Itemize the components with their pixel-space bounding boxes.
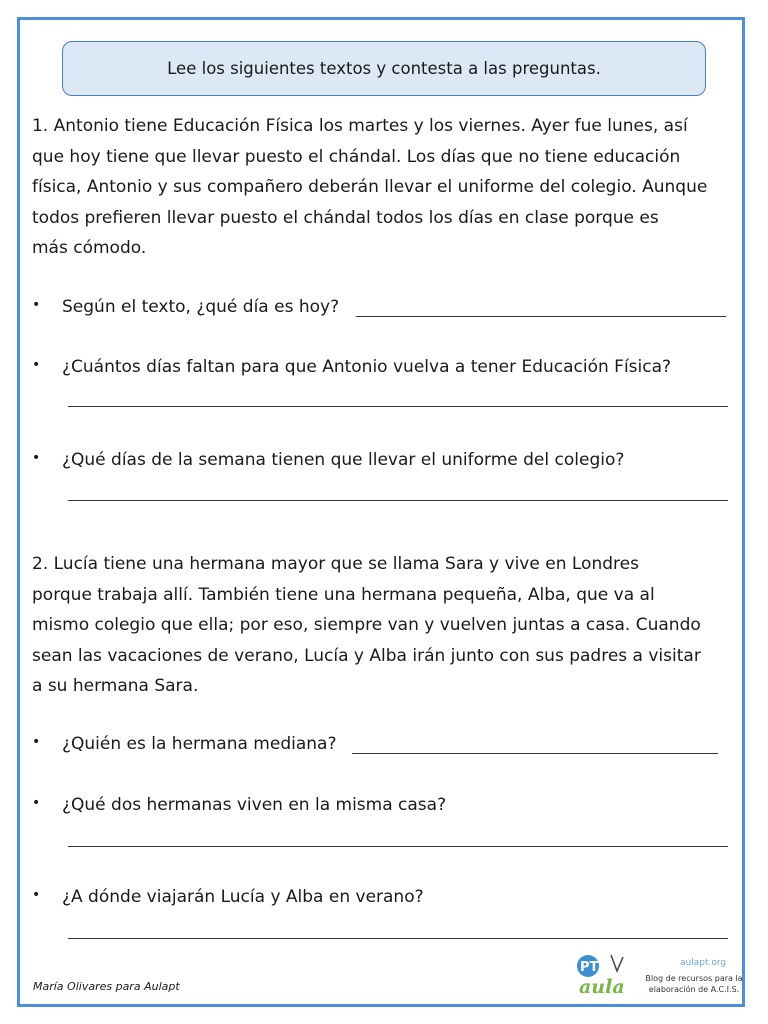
text-line: que hoy tiene que llevar puesto el chándal. Los días que no tiene educación (32, 146, 681, 167)
bullet-icon: • (32, 297, 41, 313)
bullet-icon: • (32, 887, 41, 903)
question-text: ¿Qué días de la semana tienen que llevar el uniforme del colegio? (62, 450, 625, 470)
answer-line-1-2[interactable] (68, 390, 728, 407)
text-line: mismo colegio que ella; por eso, siempre van y vuelven juntas a casa. Cuando (32, 615, 701, 635)
bullet-icon: • (32, 734, 41, 750)
question-2-3 (32, 887, 732, 913)
text-line: 1. Antonio tiene Educación Física los martes y los viernes. Ayer fue lunes, así (32, 116, 688, 136)
answer-line-1-3[interactable] (68, 484, 728, 501)
instruction-text: Lee los siguientes textos y contesta a las preguntas. (167, 59, 601, 78)
svg-text:PT: PT (580, 960, 599, 975)
bullet-icon: • (32, 795, 41, 811)
question-text: Según el texto, ¿qué día es hoy? (62, 297, 340, 317)
bullet-icon: • (32, 357, 41, 373)
question-text: ¿Qué dos hermanas viven en la misma casa? (62, 795, 447, 815)
question-1-2 (32, 357, 732, 383)
tagline-line: elaboración de A.C.I.S. (648, 985, 740, 994)
svg-text:aula: aula (579, 976, 625, 998)
text-line: 2. Lucía tiene una hermana mayor que se llama Sara y vive en Londres (32, 554, 639, 574)
answer-line-2-3[interactable] (68, 922, 728, 939)
text-line: porque trabaja allí. También tiene una hermana pequeña, Alba, que va al (32, 584, 655, 605)
text-line: física, Antonio y sus compañero deberán llevar el uniforme del colegio. Aunque (32, 177, 708, 197)
answer-line-1-1[interactable] (356, 300, 726, 317)
instruction-box (62, 41, 706, 96)
reading-text-2 (32, 549, 736, 702)
author-credit: María Olivares para Aulapt (33, 980, 180, 993)
text-line: a su hermana Sara. (32, 676, 199, 696)
tagline-line: Blog de recursos para la (645, 974, 743, 983)
text-line: todos prefieren llevar puesto el chándal todos los días en clase porque es (32, 207, 659, 228)
question-text: ¿A dónde viajarán Lucía y Alba en verano? (62, 887, 424, 907)
tagline (644, 973, 744, 995)
question-text: ¿Quién es la hermana mediana? (62, 734, 337, 754)
reading-text-1 (32, 111, 736, 264)
bullet-icon: • (32, 450, 41, 466)
answer-line-2-1[interactable] (352, 737, 718, 754)
answer-line-2-2[interactable] (68, 830, 728, 847)
text-line: más cómodo. (32, 238, 147, 258)
text-line: sean las vacaciones de verano, Lucía y Alba irán junto con sus padres a visitar (32, 645, 701, 666)
question-text: ¿Cuántos días faltan para que Antonio vuelva a tener Educación Física? (62, 357, 672, 377)
question-1-3 (32, 450, 732, 476)
site-label[interactable]: aulapt.org (680, 958, 727, 968)
aulapt-logo (575, 953, 639, 999)
question-2-2 (32, 795, 732, 821)
